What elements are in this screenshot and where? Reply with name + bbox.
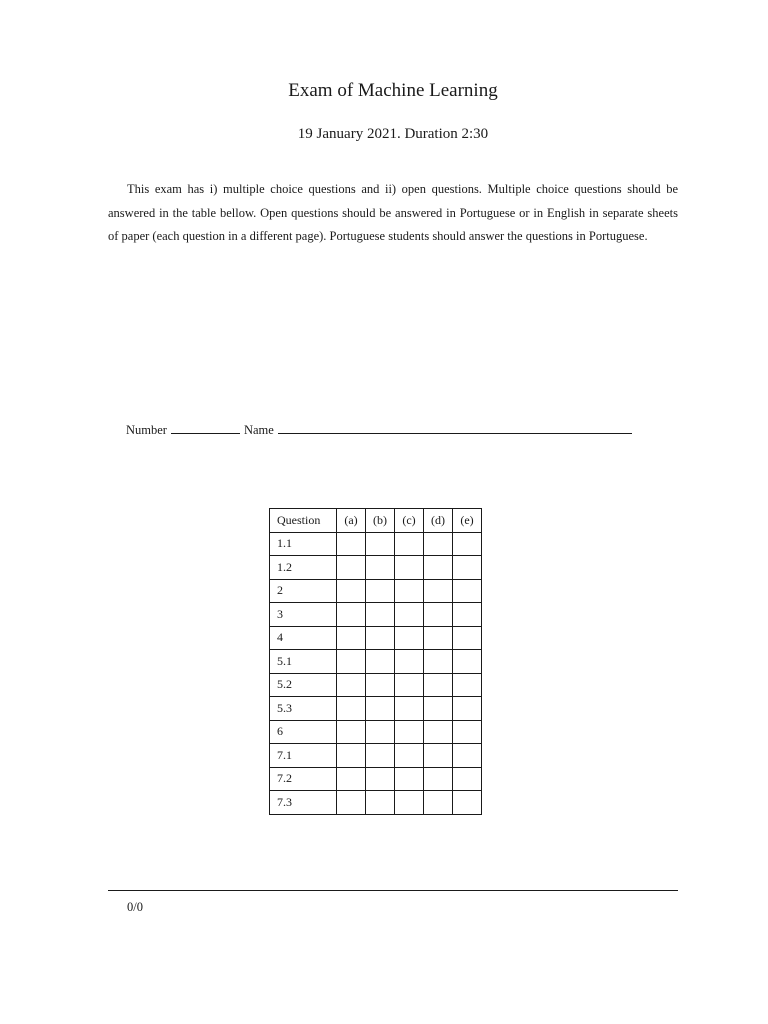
- question-number: 7.3: [270, 791, 337, 815]
- answer-cell-e[interactable]: [453, 603, 482, 627]
- answer-cell-c[interactable]: [395, 744, 424, 768]
- answer-cell-c[interactable]: [395, 697, 424, 721]
- table-row: [270, 532, 482, 556]
- exam-instructions: This exam has i) multiple choice questions and ii) open questions. Multiple choice questions should be answered in the table bellow. Open questions should be answered in Portuguese or in English in separate sheets of paper (each question in a different page). Portuguese students should answer the questions in Portuguese.: [108, 182, 678, 243]
- table-row: [270, 791, 482, 815]
- number-blank[interactable]: [171, 421, 240, 434]
- answer-cell-e[interactable]: [453, 744, 482, 768]
- answer-cell-a[interactable]: [337, 626, 366, 650]
- answer-cell-c[interactable]: [395, 626, 424, 650]
- answer-cell-d[interactable]: [424, 579, 453, 603]
- answer-cell-d[interactable]: [424, 650, 453, 674]
- answer-cell-c[interactable]: [395, 650, 424, 674]
- answer-cell-c[interactable]: [395, 556, 424, 580]
- answer-cell-c[interactable]: [395, 720, 424, 744]
- answer-cell-c[interactable]: [395, 579, 424, 603]
- answer-cell-d[interactable]: [424, 697, 453, 721]
- table-row: [270, 603, 482, 627]
- answer-cell-c[interactable]: [395, 532, 424, 556]
- answer-cell-b[interactable]: [366, 720, 395, 744]
- table-row: [270, 673, 482, 697]
- answer-cell-a[interactable]: [337, 556, 366, 580]
- header-option-b: (b): [366, 509, 395, 533]
- answer-cell-d[interactable]: [424, 532, 453, 556]
- answer-cell-a[interactable]: [337, 791, 366, 815]
- answer-cell-b[interactable]: [366, 626, 395, 650]
- question-number: 1.1: [270, 532, 337, 556]
- answer-cell-e[interactable]: [453, 720, 482, 744]
- answer-cell-d[interactable]: [424, 744, 453, 768]
- answer-cell-c[interactable]: [395, 603, 424, 627]
- answer-cell-b[interactable]: [366, 791, 395, 815]
- answer-cell-c[interactable]: [395, 673, 424, 697]
- question-number: 1.2: [270, 556, 337, 580]
- answer-cell-b[interactable]: [366, 767, 395, 791]
- table-row: [270, 697, 482, 721]
- answer-cell-a[interactable]: [337, 767, 366, 791]
- answer-cell-c[interactable]: [395, 791, 424, 815]
- answer-table: [269, 508, 482, 815]
- answer-cell-a[interactable]: [337, 579, 366, 603]
- answer-cell-b[interactable]: [366, 673, 395, 697]
- answer-cell-e[interactable]: [453, 532, 482, 556]
- header-question: Question: [270, 509, 337, 533]
- answer-cell-e[interactable]: [453, 673, 482, 697]
- name-blank[interactable]: [278, 421, 632, 434]
- table-row: [270, 767, 482, 791]
- table-row: [270, 744, 482, 768]
- question-number: 7.1: [270, 744, 337, 768]
- answer-cell-d[interactable]: [424, 767, 453, 791]
- page-number: 0/0: [127, 900, 143, 914]
- answer-cell-a[interactable]: [337, 720, 366, 744]
- number-label: Number: [126, 423, 167, 437]
- question-number: 3: [270, 603, 337, 627]
- question-number: 6: [270, 720, 337, 744]
- question-number: 2: [270, 579, 337, 603]
- answer-cell-e[interactable]: [453, 626, 482, 650]
- question-number: 7.2: [270, 767, 337, 791]
- answer-cell-d[interactable]: [424, 720, 453, 744]
- answer-cell-a[interactable]: [337, 650, 366, 674]
- answer-table-header: [270, 509, 482, 533]
- question-number: 5.2: [270, 673, 337, 697]
- answer-cell-b[interactable]: [366, 744, 395, 768]
- table-row: [270, 720, 482, 744]
- identification-line: [126, 421, 636, 438]
- table-row: [270, 579, 482, 603]
- answer-cell-d[interactable]: [424, 791, 453, 815]
- answer-cell-b[interactable]: [366, 532, 395, 556]
- answer-cell-b[interactable]: [366, 556, 395, 580]
- answer-cell-a[interactable]: [337, 697, 366, 721]
- table-row: [270, 650, 482, 674]
- answer-cell-c[interactable]: [395, 767, 424, 791]
- answer-cell-b[interactable]: [366, 697, 395, 721]
- question-number: 5.1: [270, 650, 337, 674]
- exam-date-duration: 19 January 2021. Duration 2:30: [297, 126, 489, 142]
- answer-cell-b[interactable]: [366, 650, 395, 674]
- answer-cell-e[interactable]: [453, 650, 482, 674]
- question-number: 5.3: [270, 697, 337, 721]
- exam-title: Exam of Machine Learning: [288, 80, 498, 101]
- answer-cell-a[interactable]: [337, 603, 366, 627]
- answer-cell-a[interactable]: [337, 673, 366, 697]
- name-label: Name: [243, 423, 274, 437]
- answer-cell-b[interactable]: [366, 579, 395, 603]
- answer-cell-e[interactable]: [453, 556, 482, 580]
- answer-cell-d[interactable]: [424, 673, 453, 697]
- table-row: [270, 626, 482, 650]
- footer-rule: [108, 890, 678, 891]
- answer-cell-d[interactable]: [424, 603, 453, 627]
- answer-cell-e[interactable]: [453, 767, 482, 791]
- answer-cell-e[interactable]: [453, 579, 482, 603]
- table-row: [270, 556, 482, 580]
- header-option-d: (d): [424, 509, 453, 533]
- answer-cell-e[interactable]: [453, 791, 482, 815]
- answer-cell-b[interactable]: [366, 603, 395, 627]
- header-option-e: (e): [453, 509, 482, 533]
- header-option-a: (a): [337, 509, 366, 533]
- answer-table-body: [270, 532, 482, 814]
- header-option-c: (c): [395, 509, 424, 533]
- question-number: 4: [270, 626, 337, 650]
- answer-cell-a[interactable]: [337, 744, 366, 768]
- answer-cell-d[interactable]: [424, 556, 453, 580]
- answer-cell-a[interactable]: [337, 532, 366, 556]
- answer-cell-e[interactable]: [453, 697, 482, 721]
- answer-cell-d[interactable]: [424, 626, 453, 650]
